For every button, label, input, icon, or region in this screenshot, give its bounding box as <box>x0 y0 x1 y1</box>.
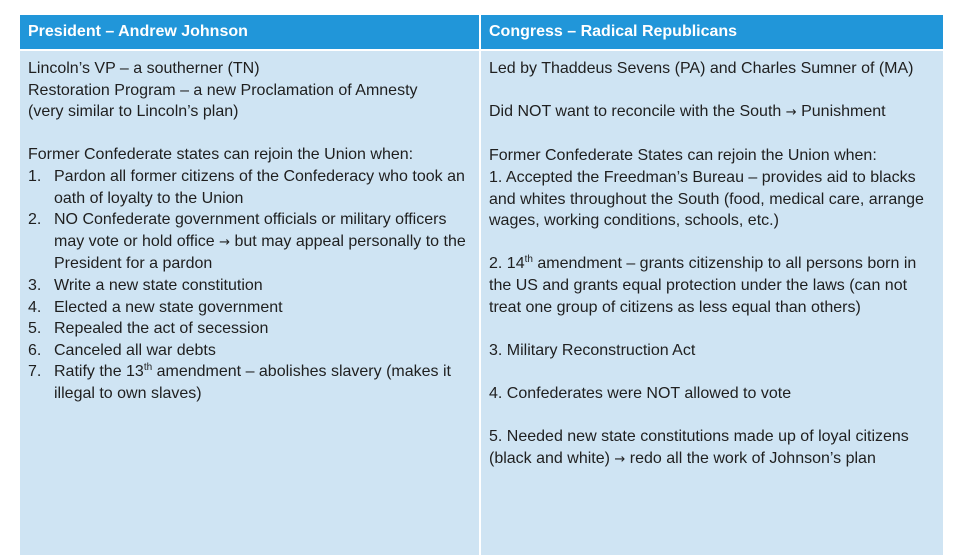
stance-part: Did NOT want to reconcile with the South <box>489 103 782 121</box>
congress-item-2 <box>489 253 937 318</box>
leaders-text: Led by Thaddeus Sevens (PA) and Charles Sumner of (MA) <box>489 60 914 77</box>
list-text <box>54 361 471 404</box>
list-number: 7. <box>28 363 42 381</box>
stance-part: Punishment <box>801 103 886 121</box>
list-item <box>28 275 471 297</box>
list-number: 5. <box>28 320 42 338</box>
congress-item-4: 4. Confederates were NOT allowed to vote <box>489 384 792 402</box>
stance-text <box>489 101 937 124</box>
item-part: 2. 14 <box>489 255 525 273</box>
congress-item-5 <box>489 426 937 470</box>
conditions-title: Former Confederate states can rejoin the Union when: <box>28 146 414 164</box>
list-item <box>28 166 471 209</box>
list-text-part: NO Confederate government officials or military officers may vote or hold office <box>54 211 447 250</box>
header-president: President – Andrew Johnson <box>20 15 480 49</box>
item-part: amendment – grants citizenship to all persons born in the US and grants equal protection under the laws (can not treat one group of citizens as less equal than others) <box>489 255 917 316</box>
list-text <box>54 209 471 275</box>
list-number: 1. <box>28 167 42 185</box>
superscript: th <box>143 362 153 374</box>
list-item <box>28 297 471 319</box>
list-text-part: but may appeal personally to the President for a pardon <box>54 232 466 273</box>
list-text-part: Ratify the 13 <box>54 363 144 381</box>
list-text: Pardon all former citizens of the Confederacy who took an oath of loyalty to the Union <box>54 167 465 207</box>
list-item <box>28 340 471 362</box>
list-text: Elected a new state government <box>54 298 283 316</box>
congress-item-1: 1. Accepted the Freedman’s Bureau – provides aid to blacks and whites throughout the South (food, medical care, arrange wages, working conditions, schools, etc.) <box>489 168 924 230</box>
list-number: 3. <box>28 276 42 294</box>
johnson-steps-list <box>28 166 471 405</box>
list-item <box>28 209 471 275</box>
list-text: Write a new state constitution <box>54 276 263 294</box>
intro-line-vp: Lincoln’s VP – a southerner (TN) <box>28 60 260 77</box>
list-text-part: amendment – abolishes slavery (makes it illegal to own slaves) <box>54 363 451 402</box>
item-part: redo all the work of Johnson’s plan <box>629 449 876 467</box>
conditions-title: Former Confederate States can rejoin the Union when: <box>489 147 877 165</box>
intro-line-similar: (very similar to Lincoln’s plan) <box>28 103 239 121</box>
congress-item-3: 3. Military Reconstruction Act <box>489 341 696 359</box>
intro-line-restoration: Restoration Program – a new Proclamation of Amnesty <box>28 81 418 99</box>
list-text: Repealed the act of secession <box>54 320 269 338</box>
list-item <box>28 361 471 404</box>
list-number: 4. <box>28 298 42 316</box>
congress-column <box>480 49 943 555</box>
arrow-right-icon: → <box>785 105 797 121</box>
header-congress: Congress – Radical Republicans <box>480 15 943 49</box>
arrow-right-icon: → <box>219 234 231 250</box>
comparison-table <box>20 15 943 555</box>
item-part: 5. Needed new state constitutions made up of loyal citizens (black and white) <box>489 428 909 467</box>
superscript: th <box>524 254 533 266</box>
list-text: Canceled all war debts <box>54 341 216 359</box>
list-number: 6. <box>28 341 42 359</box>
list-number: 2. <box>28 211 42 229</box>
list-item <box>28 318 471 340</box>
arrow-right-icon: → <box>614 451 626 467</box>
president-column <box>20 49 480 555</box>
